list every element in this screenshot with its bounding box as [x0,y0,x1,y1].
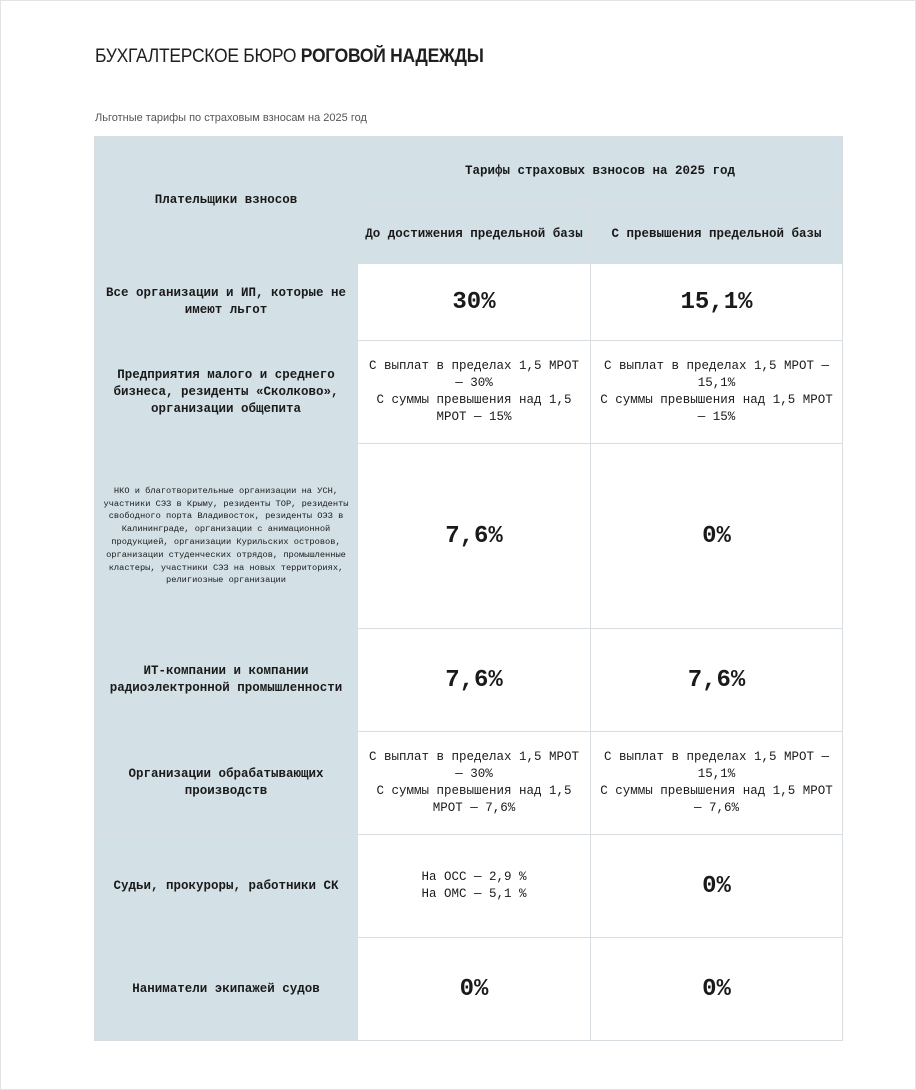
rate-after: 0% [591,444,843,629]
header-rates-title: Тарифы страховых взносов на 2025 год [358,137,843,205]
brand-title [95,46,484,68]
row-payer: Организации обрабатывающих производств [95,732,358,835]
rate-line: С суммы превышения над 1,5 МРОТ — 7,6% [376,784,572,815]
table-row [95,835,843,938]
rate-line: С выплат в пределах 1,5 МРОТ — 30% [368,750,580,781]
rate-before [358,835,591,938]
table-row [95,938,843,1041]
table-row [95,732,843,835]
row-payer: Судьи, прокуроры, работники СК [95,835,358,938]
rate-after: 7,6% [591,629,843,732]
rate-before: 7,6% [358,629,591,732]
rate-before [358,341,591,444]
row-payer: Наниматели экипажей судов [95,938,358,1041]
rate-after: 15,1% [591,264,843,341]
rate-before: 30% [358,264,591,341]
rate-line: С суммы превышения над 1,5 МРОТ — 15% [376,393,572,424]
rate-line: С суммы превышения над 1,5 МРОТ — 7,6% [600,784,833,815]
rate-line: С выплат в пределах 1,5 МРОТ — 15,1% [603,359,830,390]
table-row [95,629,843,732]
table-row [95,341,843,444]
rate-line: На ОМС — 5,1 % [421,887,527,901]
table-row [95,264,843,341]
header-col-after: С превышения предельной базы [591,205,843,264]
row-payer: НКО и благотворительные организации на УСН, участники СЭЗ в Крыму, резиденты ТОР, резиденты свободного порта Владивосток, резиденты ОЭЗ в Калининграде, организации с анимационной продукцией, организации Курильских островов, организации студенческих отрядов, промышленные кластеры, участники СЭЗ на новых территориях, религиозные организации [95,444,358,629]
rate-before: 7,6% [358,444,591,629]
rate-line: С выплат в пределах 1,5 МРОТ — 15,1% [603,750,830,781]
header-col-before: До достижения предельной базы [358,205,591,264]
rate-after: 0% [591,835,843,938]
table-row [95,444,843,629]
header-payers: Плательщики взносов [95,137,358,264]
rate-line: С суммы превышения над 1,5 МРОТ — 15% [600,393,833,424]
row-payer: ИТ-компании и компании радиоэлектронной промышленности [95,629,358,732]
table-caption: Льготные тарифы по страховым взносам на 2025 год [95,112,367,124]
rate-after: 0% [591,938,843,1041]
row-payer: Предприятия малого и среднего бизнеса, резиденты «Сколково», организации общепита [95,341,358,444]
rate-line: На ОСС — 2,9 % [421,870,527,884]
rate-line: С выплат в пределах 1,5 МРОТ — 30% [368,359,580,390]
brand-bold: РОГОВОЙ НАДЕЖДЫ [300,46,484,67]
row-payer: Все организации и ИП, которые не имеют льгот [95,264,358,341]
table-header-row [95,137,843,205]
rate-before [358,732,591,835]
rate-after [591,341,843,444]
rate-before: 0% [358,938,591,1041]
tariff-table [94,136,843,1041]
brand-regular: БУХГАЛТЕРСКОЕ БЮРО [95,46,301,67]
rate-after [591,732,843,835]
